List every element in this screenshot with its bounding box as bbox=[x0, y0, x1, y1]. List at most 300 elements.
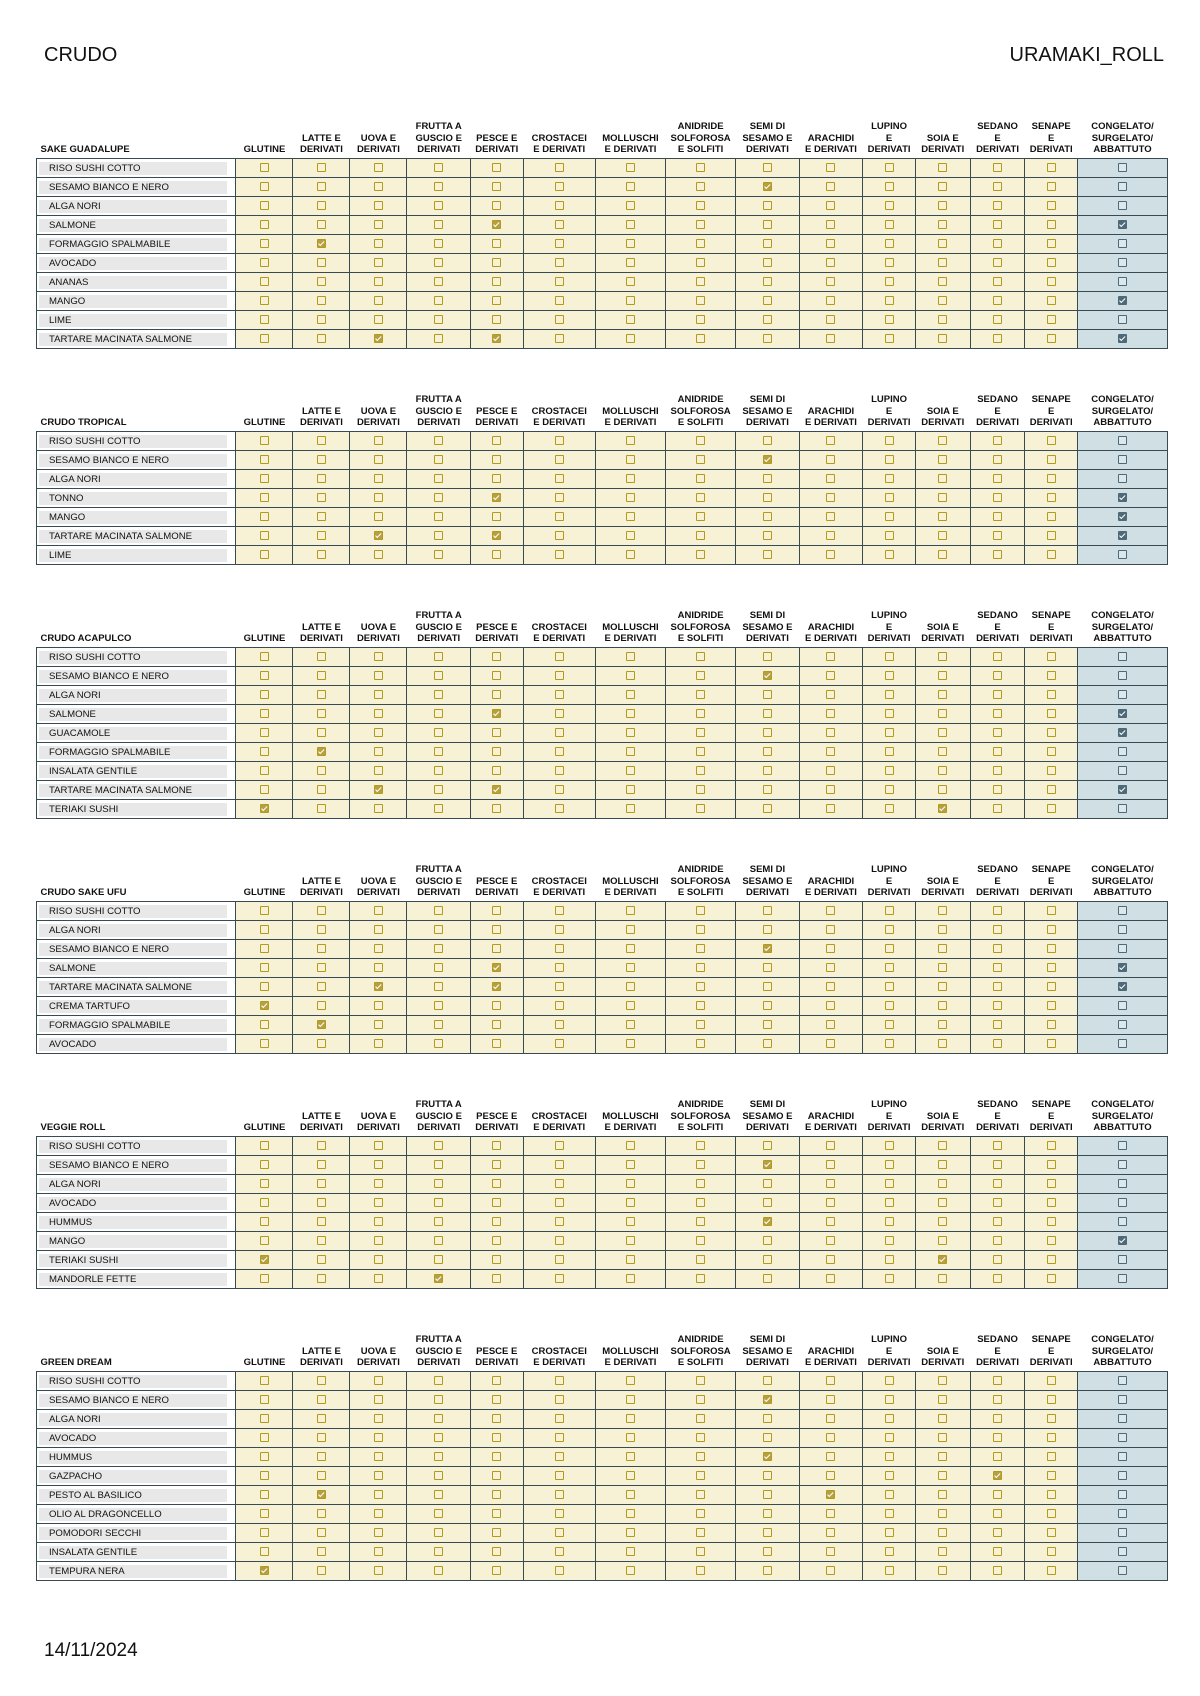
checkbox-empty-icon[interactable] bbox=[993, 709, 1002, 718]
checkbox-empty-icon[interactable] bbox=[626, 747, 635, 756]
checkbox-empty-icon[interactable] bbox=[763, 1141, 772, 1150]
checkbox-empty-icon[interactable] bbox=[374, 766, 383, 775]
checkbox-empty-icon[interactable] bbox=[938, 182, 947, 191]
checkbox-empty-icon[interactable] bbox=[826, 1198, 835, 1207]
checkbox-empty-icon[interactable] bbox=[993, 1020, 1002, 1029]
checkbox-empty-icon[interactable] bbox=[260, 1236, 269, 1245]
checkbox-empty-icon[interactable] bbox=[696, 709, 705, 718]
checkbox-empty-icon[interactable] bbox=[434, 1433, 443, 1442]
checkbox-empty-icon[interactable] bbox=[826, 334, 835, 343]
checkbox-empty-icon[interactable] bbox=[938, 1141, 947, 1150]
checkbox-empty-icon[interactable] bbox=[826, 906, 835, 915]
checkbox-checked-icon[interactable] bbox=[492, 493, 501, 502]
checkbox-empty-icon[interactable] bbox=[993, 1217, 1002, 1226]
checkbox-empty-icon[interactable] bbox=[763, 690, 772, 699]
checkbox-empty-icon[interactable] bbox=[696, 1236, 705, 1245]
checkbox-empty-icon[interactable] bbox=[885, 747, 894, 756]
checkbox-empty-icon[interactable] bbox=[492, 239, 501, 248]
checkbox-empty-icon[interactable] bbox=[374, 550, 383, 559]
checkbox-empty-icon[interactable] bbox=[434, 436, 443, 445]
checkbox-empty-icon[interactable] bbox=[260, 671, 269, 680]
checkbox-empty-icon[interactable] bbox=[993, 728, 1002, 737]
checkbox-empty-icon[interactable] bbox=[492, 1198, 501, 1207]
checkbox-empty-icon[interactable] bbox=[626, 550, 635, 559]
checkbox-checked-icon[interactable] bbox=[826, 1490, 835, 1499]
checkbox-empty-icon[interactable] bbox=[374, 747, 383, 756]
checkbox-empty-icon[interactable] bbox=[1047, 220, 1056, 229]
checkbox-empty-icon[interactable] bbox=[993, 1179, 1002, 1188]
checkbox-empty-icon[interactable] bbox=[885, 1160, 894, 1169]
checkbox-empty-icon[interactable] bbox=[763, 163, 772, 172]
checkbox-empty-icon[interactable] bbox=[763, 474, 772, 483]
checkbox-empty-icon[interactable] bbox=[763, 804, 772, 813]
checkbox-empty-icon[interactable] bbox=[626, 785, 635, 794]
checkbox-empty-icon[interactable] bbox=[885, 982, 894, 991]
checkbox-empty-icon[interactable] bbox=[763, 531, 772, 540]
checkbox-empty-icon[interactable] bbox=[993, 296, 1002, 305]
checkbox-empty-icon[interactable] bbox=[696, 747, 705, 756]
checkbox-empty-icon[interactable] bbox=[885, 1141, 894, 1150]
checkbox-empty-icon[interactable] bbox=[555, 1039, 564, 1048]
checkbox-empty-icon[interactable] bbox=[260, 1376, 269, 1385]
checkbox-empty-icon[interactable] bbox=[938, 296, 947, 305]
checkbox-empty-icon[interactable] bbox=[626, 652, 635, 661]
checkbox-empty-icon[interactable] bbox=[434, 925, 443, 934]
checkbox-empty-icon[interactable] bbox=[317, 671, 326, 680]
checkbox-empty-icon[interactable] bbox=[317, 277, 326, 286]
checkbox-checked-icon[interactable] bbox=[1118, 296, 1127, 305]
checkbox-empty-icon[interactable] bbox=[1118, 652, 1127, 661]
checkbox-empty-icon[interactable] bbox=[1047, 906, 1056, 915]
checkbox-checked-icon[interactable] bbox=[1118, 334, 1127, 343]
checkbox-empty-icon[interactable] bbox=[763, 747, 772, 756]
checkbox-empty-icon[interactable] bbox=[1118, 1547, 1127, 1556]
checkbox-empty-icon[interactable] bbox=[1047, 1236, 1056, 1245]
checkbox-checked-icon[interactable] bbox=[1118, 531, 1127, 540]
checkbox-empty-icon[interactable] bbox=[555, 334, 564, 343]
checkbox-empty-icon[interactable] bbox=[374, 163, 383, 172]
checkbox-empty-icon[interactable] bbox=[763, 1255, 772, 1264]
checkbox-empty-icon[interactable] bbox=[763, 277, 772, 286]
checkbox-empty-icon[interactable] bbox=[696, 1509, 705, 1518]
checkbox-checked-icon[interactable] bbox=[374, 531, 383, 540]
checkbox-empty-icon[interactable] bbox=[1047, 550, 1056, 559]
checkbox-empty-icon[interactable] bbox=[696, 1179, 705, 1188]
checkbox-checked-icon[interactable] bbox=[492, 709, 501, 718]
checkbox-empty-icon[interactable] bbox=[434, 963, 443, 972]
checkbox-empty-icon[interactable] bbox=[826, 944, 835, 953]
checkbox-empty-icon[interactable] bbox=[826, 1471, 835, 1480]
checkbox-empty-icon[interactable] bbox=[434, 1509, 443, 1518]
checkbox-empty-icon[interactable] bbox=[492, 1217, 501, 1226]
checkbox-empty-icon[interactable] bbox=[696, 239, 705, 248]
checkbox-empty-icon[interactable] bbox=[763, 315, 772, 324]
checkbox-empty-icon[interactable] bbox=[492, 671, 501, 680]
checkbox-empty-icon[interactable] bbox=[434, 1160, 443, 1169]
checkbox-empty-icon[interactable] bbox=[938, 493, 947, 502]
checkbox-checked-icon[interactable] bbox=[317, 239, 326, 248]
checkbox-empty-icon[interactable] bbox=[492, 944, 501, 953]
checkbox-empty-icon[interactable] bbox=[763, 201, 772, 210]
checkbox-empty-icon[interactable] bbox=[885, 1179, 894, 1188]
checkbox-empty-icon[interactable] bbox=[763, 728, 772, 737]
checkbox-empty-icon[interactable] bbox=[555, 1160, 564, 1169]
checkbox-empty-icon[interactable] bbox=[260, 1160, 269, 1169]
checkbox-empty-icon[interactable] bbox=[374, 1395, 383, 1404]
checkbox-empty-icon[interactable] bbox=[434, 1452, 443, 1461]
checkbox-empty-icon[interactable] bbox=[993, 925, 1002, 934]
checkbox-empty-icon[interactable] bbox=[317, 1160, 326, 1169]
checkbox-empty-icon[interactable] bbox=[885, 1395, 894, 1404]
checkbox-empty-icon[interactable] bbox=[555, 455, 564, 464]
checkbox-empty-icon[interactable] bbox=[626, 334, 635, 343]
checkbox-empty-icon[interactable] bbox=[1047, 182, 1056, 191]
checkbox-empty-icon[interactable] bbox=[626, 220, 635, 229]
checkbox-empty-icon[interactable] bbox=[626, 163, 635, 172]
checkbox-checked-icon[interactable] bbox=[993, 1471, 1002, 1480]
checkbox-empty-icon[interactable] bbox=[260, 1452, 269, 1461]
checkbox-empty-icon[interactable] bbox=[696, 1376, 705, 1385]
checkbox-empty-icon[interactable] bbox=[826, 1141, 835, 1150]
checkbox-empty-icon[interactable] bbox=[1118, 1179, 1127, 1188]
checkbox-empty-icon[interactable] bbox=[492, 436, 501, 445]
checkbox-empty-icon[interactable] bbox=[938, 925, 947, 934]
checkbox-empty-icon[interactable] bbox=[826, 766, 835, 775]
checkbox-checked-icon[interactable] bbox=[1118, 728, 1127, 737]
checkbox-empty-icon[interactable] bbox=[938, 766, 947, 775]
checkbox-empty-icon[interactable] bbox=[626, 1452, 635, 1461]
checkbox-empty-icon[interactable] bbox=[1047, 1433, 1056, 1442]
checkbox-empty-icon[interactable] bbox=[826, 277, 835, 286]
checkbox-empty-icon[interactable] bbox=[1118, 1509, 1127, 1518]
checkbox-empty-icon[interactable] bbox=[260, 436, 269, 445]
checkbox-empty-icon[interactable] bbox=[993, 1509, 1002, 1518]
checkbox-empty-icon[interactable] bbox=[374, 1471, 383, 1480]
checkbox-checked-icon[interactable] bbox=[763, 182, 772, 191]
checkbox-empty-icon[interactable] bbox=[260, 474, 269, 483]
checkbox-empty-icon[interactable] bbox=[1118, 766, 1127, 775]
checkbox-empty-icon[interactable] bbox=[374, 220, 383, 229]
checkbox-empty-icon[interactable] bbox=[993, 163, 1002, 172]
checkbox-empty-icon[interactable] bbox=[555, 550, 564, 559]
checkbox-empty-icon[interactable] bbox=[885, 493, 894, 502]
checkbox-empty-icon[interactable] bbox=[1118, 277, 1127, 286]
checkbox-empty-icon[interactable] bbox=[626, 709, 635, 718]
checkbox-empty-icon[interactable] bbox=[1047, 1141, 1056, 1150]
checkbox-empty-icon[interactable] bbox=[555, 512, 564, 521]
checkbox-empty-icon[interactable] bbox=[885, 671, 894, 680]
checkbox-checked-icon[interactable] bbox=[260, 1566, 269, 1575]
checkbox-empty-icon[interactable] bbox=[1047, 1020, 1056, 1029]
checkbox-empty-icon[interactable] bbox=[696, 1547, 705, 1556]
checkbox-empty-icon[interactable] bbox=[826, 239, 835, 248]
checkbox-empty-icon[interactable] bbox=[763, 1509, 772, 1518]
checkbox-empty-icon[interactable] bbox=[938, 1217, 947, 1226]
checkbox-empty-icon[interactable] bbox=[938, 334, 947, 343]
checkbox-empty-icon[interactable] bbox=[1118, 690, 1127, 699]
checkbox-empty-icon[interactable] bbox=[434, 766, 443, 775]
checkbox-empty-icon[interactable] bbox=[938, 163, 947, 172]
checkbox-empty-icon[interactable] bbox=[374, 1528, 383, 1537]
checkbox-empty-icon[interactable] bbox=[317, 1001, 326, 1010]
checkbox-empty-icon[interactable] bbox=[492, 1179, 501, 1188]
checkbox-empty-icon[interactable] bbox=[260, 1433, 269, 1442]
checkbox-empty-icon[interactable] bbox=[938, 944, 947, 953]
checkbox-empty-icon[interactable] bbox=[993, 455, 1002, 464]
checkbox-empty-icon[interactable] bbox=[434, 1471, 443, 1480]
checkbox-empty-icon[interactable] bbox=[938, 709, 947, 718]
checkbox-empty-icon[interactable] bbox=[374, 652, 383, 661]
checkbox-empty-icon[interactable] bbox=[317, 1566, 326, 1575]
checkbox-checked-icon[interactable] bbox=[938, 804, 947, 813]
checkbox-empty-icon[interactable] bbox=[993, 550, 1002, 559]
checkbox-empty-icon[interactable] bbox=[1047, 512, 1056, 521]
checkbox-empty-icon[interactable] bbox=[993, 963, 1002, 972]
checkbox-empty-icon[interactable] bbox=[260, 1509, 269, 1518]
checkbox-empty-icon[interactable] bbox=[555, 728, 564, 737]
checkbox-empty-icon[interactable] bbox=[885, 1236, 894, 1245]
checkbox-empty-icon[interactable] bbox=[1047, 334, 1056, 343]
checkbox-empty-icon[interactable] bbox=[938, 220, 947, 229]
checkbox-empty-icon[interactable] bbox=[317, 1471, 326, 1480]
checkbox-checked-icon[interactable] bbox=[1118, 982, 1127, 991]
checkbox-empty-icon[interactable] bbox=[885, 1255, 894, 1264]
checkbox-empty-icon[interactable] bbox=[555, 785, 564, 794]
checkbox-empty-icon[interactable] bbox=[1047, 709, 1056, 718]
checkbox-empty-icon[interactable] bbox=[1118, 1160, 1127, 1169]
checkbox-checked-icon[interactable] bbox=[763, 1217, 772, 1226]
checkbox-empty-icon[interactable] bbox=[626, 1001, 635, 1010]
checkbox-empty-icon[interactable] bbox=[434, 201, 443, 210]
checkbox-checked-icon[interactable] bbox=[260, 1001, 269, 1010]
checkbox-empty-icon[interactable] bbox=[938, 1509, 947, 1518]
checkbox-empty-icon[interactable] bbox=[626, 944, 635, 953]
checkbox-empty-icon[interactable] bbox=[1118, 1490, 1127, 1499]
checkbox-empty-icon[interactable] bbox=[492, 296, 501, 305]
checkbox-empty-icon[interactable] bbox=[763, 963, 772, 972]
checkbox-empty-icon[interactable] bbox=[492, 1566, 501, 1575]
checkbox-empty-icon[interactable] bbox=[260, 1395, 269, 1404]
checkbox-empty-icon[interactable] bbox=[555, 182, 564, 191]
checkbox-empty-icon[interactable] bbox=[885, 201, 894, 210]
checkbox-empty-icon[interactable] bbox=[993, 671, 1002, 680]
checkbox-empty-icon[interactable] bbox=[885, 474, 894, 483]
checkbox-empty-icon[interactable] bbox=[826, 531, 835, 540]
checkbox-empty-icon[interactable] bbox=[993, 1376, 1002, 1385]
checkbox-empty-icon[interactable] bbox=[696, 1198, 705, 1207]
checkbox-empty-icon[interactable] bbox=[696, 982, 705, 991]
checkbox-empty-icon[interactable] bbox=[1047, 1509, 1056, 1518]
checkbox-empty-icon[interactable] bbox=[993, 277, 1002, 286]
checkbox-empty-icon[interactable] bbox=[938, 1452, 947, 1461]
checkbox-empty-icon[interactable] bbox=[763, 982, 772, 991]
checkbox-empty-icon[interactable] bbox=[260, 1547, 269, 1556]
checkbox-checked-icon[interactable] bbox=[1118, 1236, 1127, 1245]
checkbox-empty-icon[interactable] bbox=[885, 1020, 894, 1029]
checkbox-empty-icon[interactable] bbox=[434, 804, 443, 813]
checkbox-empty-icon[interactable] bbox=[826, 1039, 835, 1048]
checkbox-empty-icon[interactable] bbox=[434, 1528, 443, 1537]
checkbox-empty-icon[interactable] bbox=[1118, 1433, 1127, 1442]
checkbox-empty-icon[interactable] bbox=[317, 925, 326, 934]
checkbox-empty-icon[interactable] bbox=[885, 1274, 894, 1283]
checkbox-empty-icon[interactable] bbox=[626, 455, 635, 464]
checkbox-empty-icon[interactable] bbox=[826, 1236, 835, 1245]
checkbox-empty-icon[interactable] bbox=[374, 690, 383, 699]
checkbox-empty-icon[interactable] bbox=[696, 925, 705, 934]
checkbox-empty-icon[interactable] bbox=[993, 1141, 1002, 1150]
checkbox-empty-icon[interactable] bbox=[763, 550, 772, 559]
checkbox-empty-icon[interactable] bbox=[1118, 1039, 1127, 1048]
checkbox-empty-icon[interactable] bbox=[885, 334, 894, 343]
checkbox-empty-icon[interactable] bbox=[260, 766, 269, 775]
checkbox-empty-icon[interactable] bbox=[374, 277, 383, 286]
checkbox-empty-icon[interactable] bbox=[763, 906, 772, 915]
checkbox-empty-icon[interactable] bbox=[626, 201, 635, 210]
checkbox-empty-icon[interactable] bbox=[555, 671, 564, 680]
checkbox-empty-icon[interactable] bbox=[1047, 1395, 1056, 1404]
checkbox-empty-icon[interactable] bbox=[696, 652, 705, 661]
checkbox-empty-icon[interactable] bbox=[374, 1547, 383, 1556]
checkbox-empty-icon[interactable] bbox=[374, 1255, 383, 1264]
checkbox-empty-icon[interactable] bbox=[492, 277, 501, 286]
checkbox-empty-icon[interactable] bbox=[885, 1528, 894, 1537]
checkbox-empty-icon[interactable] bbox=[938, 474, 947, 483]
checkbox-empty-icon[interactable] bbox=[938, 1547, 947, 1556]
checkbox-empty-icon[interactable] bbox=[434, 315, 443, 324]
checkbox-empty-icon[interactable] bbox=[374, 1509, 383, 1518]
checkbox-empty-icon[interactable] bbox=[1047, 1566, 1056, 1575]
checkbox-empty-icon[interactable] bbox=[696, 1414, 705, 1423]
checkbox-empty-icon[interactable] bbox=[938, 963, 947, 972]
checkbox-empty-icon[interactable] bbox=[826, 1376, 835, 1385]
checkbox-empty-icon[interactable] bbox=[555, 982, 564, 991]
checkbox-empty-icon[interactable] bbox=[317, 1141, 326, 1150]
checkbox-empty-icon[interactable] bbox=[885, 315, 894, 324]
checkbox-empty-icon[interactable] bbox=[1047, 277, 1056, 286]
checkbox-empty-icon[interactable] bbox=[938, 1001, 947, 1010]
checkbox-empty-icon[interactable] bbox=[938, 531, 947, 540]
checkbox-empty-icon[interactable] bbox=[260, 1179, 269, 1188]
checkbox-empty-icon[interactable] bbox=[826, 1395, 835, 1404]
checkbox-empty-icon[interactable] bbox=[696, 455, 705, 464]
checkbox-empty-icon[interactable] bbox=[260, 296, 269, 305]
checkbox-empty-icon[interactable] bbox=[492, 550, 501, 559]
checkbox-checked-icon[interactable] bbox=[1118, 493, 1127, 502]
checkbox-empty-icon[interactable] bbox=[1118, 1217, 1127, 1226]
checkbox-empty-icon[interactable] bbox=[434, 512, 443, 521]
checkbox-empty-icon[interactable] bbox=[993, 1528, 1002, 1537]
checkbox-empty-icon[interactable] bbox=[260, 277, 269, 286]
checkbox-empty-icon[interactable] bbox=[374, 455, 383, 464]
checkbox-empty-icon[interactable] bbox=[885, 785, 894, 794]
checkbox-checked-icon[interactable] bbox=[317, 1490, 326, 1499]
checkbox-empty-icon[interactable] bbox=[555, 1236, 564, 1245]
checkbox-empty-icon[interactable] bbox=[434, 747, 443, 756]
checkbox-empty-icon[interactable] bbox=[763, 1020, 772, 1029]
checkbox-empty-icon[interactable] bbox=[434, 944, 443, 953]
checkbox-empty-icon[interactable] bbox=[317, 1274, 326, 1283]
checkbox-empty-icon[interactable] bbox=[555, 709, 564, 718]
checkbox-empty-icon[interactable] bbox=[993, 334, 1002, 343]
checkbox-empty-icon[interactable] bbox=[885, 1566, 894, 1575]
checkbox-empty-icon[interactable] bbox=[492, 1274, 501, 1283]
checkbox-empty-icon[interactable] bbox=[1118, 1452, 1127, 1461]
checkbox-empty-icon[interactable] bbox=[938, 1198, 947, 1207]
checkbox-empty-icon[interactable] bbox=[885, 550, 894, 559]
checkbox-empty-icon[interactable] bbox=[885, 1039, 894, 1048]
checkbox-empty-icon[interactable] bbox=[938, 652, 947, 661]
checkbox-empty-icon[interactable] bbox=[1047, 1039, 1056, 1048]
checkbox-empty-icon[interactable] bbox=[555, 1490, 564, 1499]
checkbox-empty-icon[interactable] bbox=[492, 1414, 501, 1423]
checkbox-empty-icon[interactable] bbox=[826, 1528, 835, 1537]
checkbox-empty-icon[interactable] bbox=[626, 1395, 635, 1404]
checkbox-empty-icon[interactable] bbox=[826, 512, 835, 521]
checkbox-empty-icon[interactable] bbox=[885, 1490, 894, 1499]
checkbox-empty-icon[interactable] bbox=[993, 1274, 1002, 1283]
checkbox-empty-icon[interactable] bbox=[626, 258, 635, 267]
checkbox-empty-icon[interactable] bbox=[885, 690, 894, 699]
checkbox-empty-icon[interactable] bbox=[1118, 1255, 1127, 1264]
checkbox-empty-icon[interactable] bbox=[993, 785, 1002, 794]
checkbox-empty-icon[interactable] bbox=[763, 1236, 772, 1245]
checkbox-empty-icon[interactable] bbox=[993, 766, 1002, 775]
checkbox-empty-icon[interactable] bbox=[555, 531, 564, 540]
checkbox-empty-icon[interactable] bbox=[260, 163, 269, 172]
checkbox-empty-icon[interactable] bbox=[1118, 239, 1127, 248]
checkbox-empty-icon[interactable] bbox=[626, 1490, 635, 1499]
checkbox-empty-icon[interactable] bbox=[1047, 1255, 1056, 1264]
checkbox-empty-icon[interactable] bbox=[993, 1198, 1002, 1207]
checkbox-empty-icon[interactable] bbox=[696, 1528, 705, 1537]
checkbox-empty-icon[interactable] bbox=[826, 436, 835, 445]
checkbox-empty-icon[interactable] bbox=[434, 1020, 443, 1029]
checkbox-empty-icon[interactable] bbox=[555, 1255, 564, 1264]
checkbox-empty-icon[interactable] bbox=[492, 1433, 501, 1442]
checkbox-empty-icon[interactable] bbox=[492, 652, 501, 661]
checkbox-empty-icon[interactable] bbox=[317, 1547, 326, 1556]
checkbox-empty-icon[interactable] bbox=[1118, 1566, 1127, 1575]
checkbox-empty-icon[interactable] bbox=[626, 804, 635, 813]
checkbox-empty-icon[interactable] bbox=[626, 1376, 635, 1385]
checkbox-empty-icon[interactable] bbox=[317, 163, 326, 172]
checkbox-empty-icon[interactable] bbox=[938, 785, 947, 794]
checkbox-empty-icon[interactable] bbox=[492, 690, 501, 699]
checkbox-empty-icon[interactable] bbox=[993, 747, 1002, 756]
checkbox-empty-icon[interactable] bbox=[555, 1452, 564, 1461]
checkbox-checked-icon[interactable] bbox=[763, 944, 772, 953]
checkbox-empty-icon[interactable] bbox=[993, 652, 1002, 661]
checkbox-empty-icon[interactable] bbox=[260, 944, 269, 953]
checkbox-empty-icon[interactable] bbox=[826, 1547, 835, 1556]
checkbox-empty-icon[interactable] bbox=[1118, 436, 1127, 445]
checkbox-empty-icon[interactable] bbox=[1047, 963, 1056, 972]
checkbox-empty-icon[interactable] bbox=[374, 709, 383, 718]
checkbox-empty-icon[interactable] bbox=[260, 963, 269, 972]
checkbox-empty-icon[interactable] bbox=[555, 277, 564, 286]
checkbox-empty-icon[interactable] bbox=[763, 1528, 772, 1537]
checkbox-empty-icon[interactable] bbox=[374, 436, 383, 445]
checkbox-empty-icon[interactable] bbox=[317, 804, 326, 813]
checkbox-empty-icon[interactable] bbox=[826, 1414, 835, 1423]
checkbox-empty-icon[interactable] bbox=[555, 804, 564, 813]
checkbox-empty-icon[interactable] bbox=[1047, 1274, 1056, 1283]
checkbox-empty-icon[interactable] bbox=[374, 1160, 383, 1169]
checkbox-empty-icon[interactable] bbox=[260, 220, 269, 229]
checkbox-empty-icon[interactable] bbox=[826, 982, 835, 991]
checkbox-empty-icon[interactable] bbox=[317, 982, 326, 991]
